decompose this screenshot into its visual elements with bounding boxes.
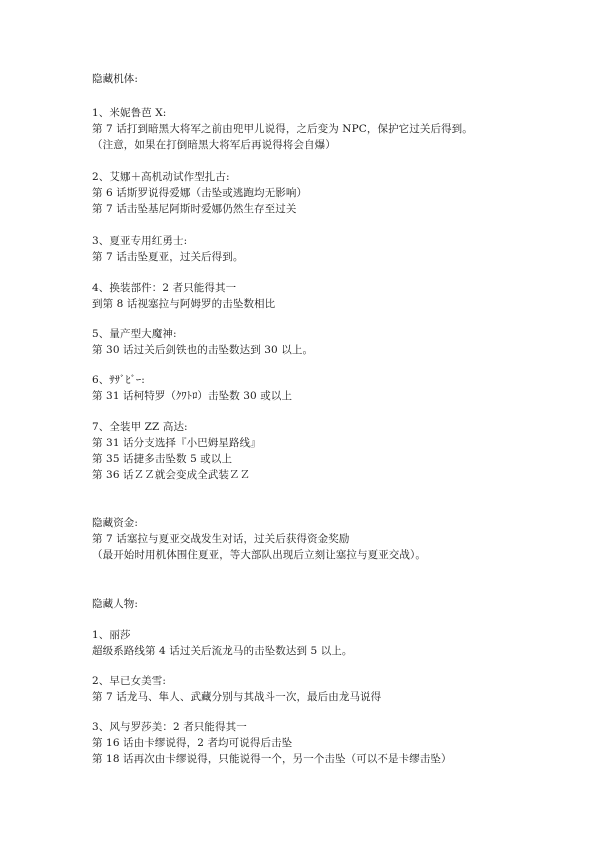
unit-3-line-1: 第 7 话击坠夏亚，过关后得到。 (92, 251, 244, 263)
hidden-funds-heading: 隐藏资金: (92, 517, 139, 529)
hidden-units-heading: 隐藏机体: (92, 73, 139, 85)
hidden-characters-heading: 隐藏人物: (92, 598, 139, 610)
character-2-line-1: 第 7 话龙马、隼人、武藏分别与其战斗一次，最后由龙马说得 (92, 691, 382, 703)
unit-1-line-2: （注意，如果在打倒暗黑大将军后再说得将会自爆） (92, 139, 336, 151)
unit-7-line-2: 第 35 话捷多击坠数 5 或以上 (92, 453, 233, 465)
unit-2-title: 2、艾娜＋高机动试作型扎古: (92, 171, 230, 183)
unit-2-line-1: 第 6 话斯罗说得爱娜（击坠或逃跑均无影响） (92, 187, 308, 199)
character-1-line-1: 超级系路线第 4 话过关后流龙马的击坠数达到 5 以上。 (92, 645, 353, 657)
unit-1-line-1: 第 7 话打到暗黑大将军之前由兜甲儿说得，之后变为 NPC，保护它过关后得到。 (92, 123, 473, 135)
character-3-line-2: 第 18 话再次由卡缪说得，只能说得一个，另一个击坠（可以不是卡缪击坠） (92, 753, 452, 765)
character-3-line-1: 第 16 话由卡缪说得，2 者均可说得后击坠 (92, 737, 293, 749)
unit-5-title: 5、量产型大魔神: (92, 328, 177, 340)
unit-5-line-1: 第 30 话过关后剑铁也的击坠数达到 30 以上。 (92, 344, 314, 356)
unit-2-line-2: 第 7 话击坠基尼阿斯时爱娜仍然生存至过关 (92, 203, 297, 215)
character-2-title: 2、早已女美雪: (92, 675, 167, 687)
hidden-funds-line-1: 第 7 话塞拉与夏亚交战发生对话，过关后获得资金奖励 (92, 533, 350, 545)
hidden-funds-line-2: （最开始时用机体围住夏亚，等大部队出现后立刻让塞拉与夏亚交战）。 (92, 549, 426, 561)
unit-4-line-1: 到第 8 话视塞拉与阿姆罗的击坠数相比 (92, 298, 276, 310)
unit-7-line-1: 第 31 话分支选择『小巴姆星路线』 (92, 437, 261, 449)
unit-3-title: 3、夏亚专用红勇士: (92, 235, 188, 247)
unit-7-line-3: 第 36 话ＺＺ就会变成全武装ＺＺ (92, 469, 251, 481)
character-1-title: 1、丽莎 (92, 629, 131, 641)
unit-1-title: 1、米妮鲁芭 X: (92, 107, 167, 119)
unit-6-title: 6、ｻｻﾞﾋﾞｰ: (92, 374, 145, 386)
unit-6-line-1: 第 31 话柯特罗（ｸﾜﾄﾛ）击坠数 30 或以上 (92, 390, 293, 402)
character-3-title: 3、风与罗莎美：2 者只能得其一 (92, 721, 247, 733)
unit-4-title: 4、换装部件：2 者只能得其一 (92, 282, 237, 294)
unit-7-title: 7、全装甲 ZZ 高达: (92, 421, 188, 433)
